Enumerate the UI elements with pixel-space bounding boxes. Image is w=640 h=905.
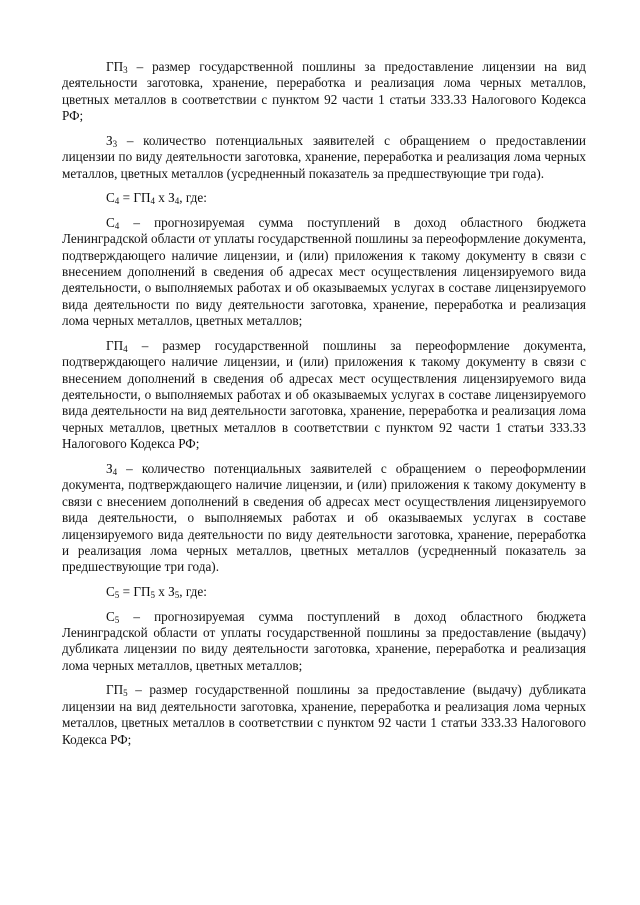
- paragraph-text: – размер государственной пошлины за предоставление лицензии на вид деятельности заготовка, хранение, переработка и реализация лома черных металлов, цветных металлов в соответствии с пунктом 92 части 1 статьи 333.33 Налогового Кодекса РФ;: [62, 59, 586, 124]
- paragraph-c5-definition: [62, 609, 586, 675]
- paragraph-gp5-definition: [62, 682, 586, 748]
- formula-symbol: З: [106, 460, 113, 476]
- formula-symbol: С: [106, 583, 115, 599]
- paragraph-text: – прогнозируемая сумма поступлений в доход областного бюджета Ленинградской области от уплаты государственной пошлины за переоформление документа, подтверждающего наличие лицензии, и (или) приложения к такому документу в связи с внесением дополнений в сведения об адресах мест осуществления лицензируемого вида деятельности, о выполняемых работах и об оказываемых услугах в составе лицензируемого вида деятельности по виду деятельности заготовка, хранение, переработка и реализация лома черных металлов, цветных металлов;: [62, 214, 586, 329]
- formula-subscript: 4: [114, 196, 120, 207]
- paragraph-gp4-definition: [62, 338, 586, 453]
- formula-subscript: 4: [112, 466, 118, 477]
- paragraph-c4-definition: [62, 215, 586, 330]
- formula-symbol: С: [106, 214, 115, 230]
- formula-subscript: 4: [150, 196, 155, 207]
- formula-subscript: 4: [114, 220, 120, 231]
- paragraph-text: – количество потенциальных заявителей с обращением о предоставлении лицензии по виду деятельности заготовка, хранение, переработка и реализация лома черных металлов, цветных металлов (усредненный показатель за предшествующие три года).: [62, 132, 586, 181]
- formula-subscript: 5: [123, 688, 128, 699]
- formula-tail: , где:: [179, 583, 207, 599]
- formula-symbol: ГП: [106, 59, 124, 74]
- paragraph-text: – количество потенциальных заявителей с обращением о переоформлении документа, подтверждающего наличие лицензии, и (или) приложения к такому документу в связи с внесением дополнений в сведения об адресах мест осуществления лицензируемого вида деятельности, о выполняемых работах и об оказываемых услугах в составе лицензируемого вида деятельности по виду деятельности заготовка, хранение, переработка и реализация лома черных металлов, цветных металлов (усредненный показатель за предшествующие три года).: [62, 460, 586, 575]
- formula-symbol: ГП: [106, 682, 124, 698]
- formula-subscript: 5: [150, 589, 155, 600]
- formula-subscript: 3: [123, 65, 128, 75]
- formula-c5: [62, 584, 586, 600]
- formula-subscript: 5: [114, 614, 120, 625]
- formula-subscript: 4: [123, 343, 128, 354]
- formula-c4: [62, 190, 586, 206]
- formula-subscript: 5: [174, 589, 180, 600]
- formula-symbol: ГП: [106, 337, 124, 353]
- formula-symbol: С: [106, 190, 115, 206]
- paragraph-text: – прогнозируемая сумма поступлений в доход областного бюджета Ленинградской области от уплаты государственной пошлины за предоставление (выдачу) дубликата лицензии по виду деятельности заготовка, хранение, переработка и реализация лома черных металлов, цветных металлов;: [62, 608, 586, 673]
- paragraph-z4-definition: [62, 461, 586, 576]
- formula-part: = ГП: [119, 583, 151, 599]
- formula-part: = ГП: [119, 190, 151, 206]
- document-body: [62, 59, 586, 748]
- formula-symbol: С: [106, 608, 115, 624]
- paragraph-text: – размер государственной пошлины за переоформление документа, подтверждающего наличие лицензии, и (или) приложения к такому документу в связи с внесением дополнений в сведения об адресах мест осуществления лицензируемого вида деятельности, о выполняемых работах и об оказываемых услугах в составе лицензируемого вида деятельности на вид деятельности заготовка, хранение, переработка и реализация лома черных металлов, цветных металлов в соответствии с пунктом 92 части 1 статьи 333.33 Налогового Кодекса РФ;: [62, 337, 586, 452]
- formula-tail: , где:: [179, 190, 207, 206]
- formula-subscript: 5: [114, 589, 120, 600]
- paragraph-text: – размер государственной пошлины за предоставление (выдачу) дубликата лицензии на вид деятельности заготовка, хранение, переработка и реализация лома черных металлов, цветных металлов в соответствии с пунктом 92 части 1 статьи 333.33 Налогового Кодекса РФ;: [62, 682, 586, 747]
- paragraph-z3-definition: [62, 133, 586, 182]
- formula-symbol: З: [106, 132, 113, 148]
- formula-part: х З: [154, 190, 175, 206]
- formula-subscript: 4: [174, 196, 180, 207]
- paragraph-gp3-definition: [62, 59, 586, 125]
- formula-part: х З: [154, 583, 175, 599]
- formula-subscript: 3: [112, 138, 118, 149]
